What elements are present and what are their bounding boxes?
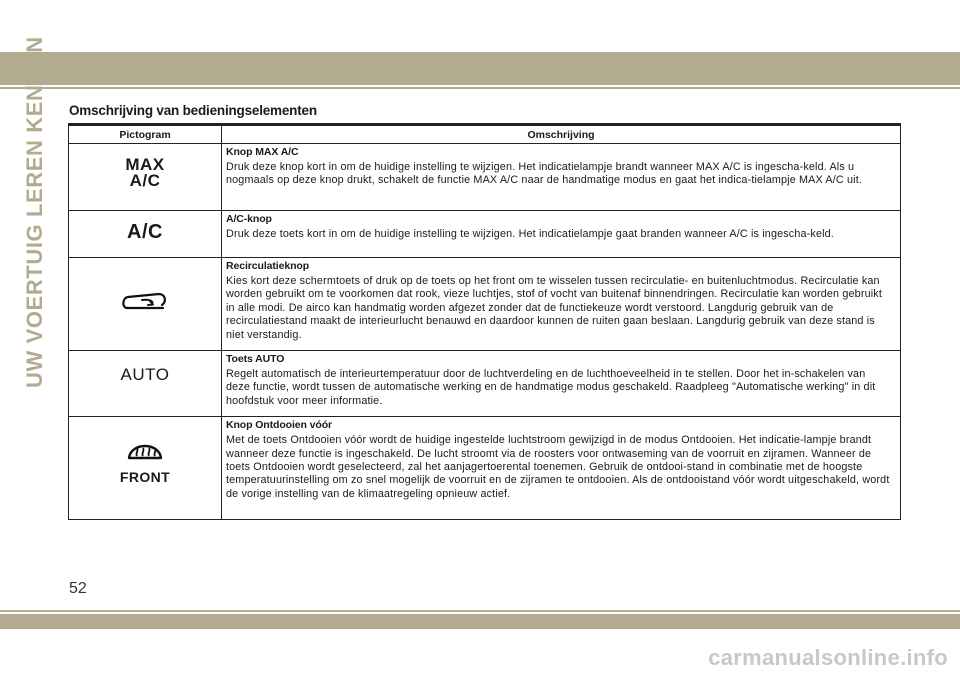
watermark-text: carmanualsonline.info	[708, 645, 948, 670]
icon-cell	[69, 144, 222, 211]
front-defrost-icon	[125, 434, 165, 464]
max-ac-icon: MAX A/C	[125, 155, 165, 190]
icon-cell	[69, 211, 222, 258]
row-title: Knop Ontdooien vóór	[226, 419, 333, 432]
controls-table	[68, 123, 901, 520]
row-body: Druk deze toets kort in om de huidige instelling te wijzigen. Het indicatielampje gaat branden wanneer A/C is ingescha-keld.	[226, 228, 834, 240]
ac-icon: A/C	[127, 221, 163, 243]
row-title: A/C-knop	[226, 213, 272, 225]
row-body: Met de toets Ontdooien vóór wordt de huidige ingestelde luchtstroom gewijzigd in de modus Ontdooien. Het indicatie-lampje brandt wanneer deze functie is ingeschakeld. De lucht stroomt via de roosters voor ontwaseming van de voorruit en zijramen. Wanneer de toets Ontdooien wordt geselecteerd, zal het aanjagertoerental toenemen. Gebruik de ontdooi-stand in combinatie met de hoogste temperatuurinstelling om zo snel mogelijk de voorruit en de zijramen te ontdooien. Als de ontdooistand vóór wordt uitgeschakeld, wordt de vorige instelling van de klimaatregeling opnieuw actief.	[226, 434, 890, 500]
header-description: Omschrijving	[222, 125, 901, 144]
front-label: FRONT	[119, 469, 171, 486]
row-title: Knop MAX A/C	[226, 146, 299, 158]
table-row	[69, 258, 901, 351]
description-cell	[222, 211, 901, 258]
top-band	[0, 52, 960, 85]
table-header-row	[69, 125, 901, 144]
description-cell	[222, 417, 901, 520]
row-title: Toets AUTO	[226, 353, 285, 366]
table-row	[69, 417, 901, 520]
header-pictogram: Pictogram	[69, 125, 222, 144]
bottom-rule	[0, 610, 960, 612]
table-row	[69, 351, 901, 417]
chapter-side-title: UW VOERTUIG LEREN KENNEN	[22, 36, 47, 388]
table-row	[69, 211, 901, 258]
row-title: Recirculatieknop	[226, 260, 310, 272]
icon-cell	[69, 351, 222, 417]
top-rule	[0, 87, 960, 89]
recirculation-icon	[119, 289, 171, 313]
icon-cell	[69, 258, 222, 351]
description-cell	[222, 144, 901, 211]
row-body: Druk deze knop kort in om de huidige instelling te wijzigen. Het indicatielampje brandt wanneer MAX A/C is ingescha-keld. Als u nogmaals op deze knop drukt, schakelt de functie MAX A/C naar de handmatige modus en gaat het indica-tielampje MAX A/C uit.	[226, 161, 863, 187]
icon-cell	[69, 417, 222, 520]
page-number: 52	[69, 580, 87, 597]
section-heading: Omschrijving van bedieningselementen	[69, 103, 317, 118]
table-row	[69, 144, 901, 211]
bottom-band	[0, 614, 960, 629]
row-body: Regelt automatisch de interieurtemperatuur door de luchtverdeling en de luchthoeveelheid in te stellen. Door het in-schakelen van deze functie, wordt tussen de automatische werking en de handmatige modus geschakeld. Raadpleeg "Automatische werking" in dit hoofdstuk voor meer informatie.	[226, 368, 876, 407]
auto-icon: AUTO	[120, 365, 170, 385]
row-body: Kies kort deze schermtoets of druk op de toets op het front om te wisselen tussen recirculatie- en buitenluchtmodus. Recirculatie kan worden gebruikt om te voorkomen dat rook, vieze luchtjes, stof of vocht van buitenaf binnendringen. Recirculatie kan worden gebruikt in alle modi. De airco kan handmatig worden afgezet zonder dat de functiekeuze wordt verstoord. Langdurig gebruik van de recirculatiestand maakt de interieurlucht benauwd en daardoor kunnen de ruiten gaan beslaan. Langdurig gebruik van deze stand is niet verstandig.	[226, 275, 882, 341]
description-cell	[222, 258, 901, 351]
description-cell	[222, 351, 901, 417]
